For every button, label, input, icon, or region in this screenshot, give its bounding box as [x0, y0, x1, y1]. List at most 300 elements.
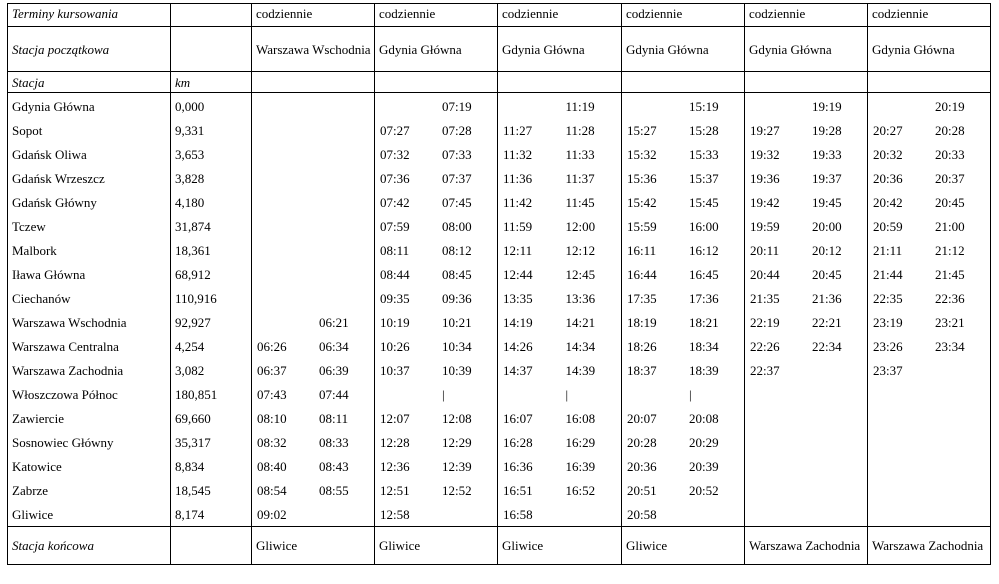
train-times-cell	[745, 286, 868, 310]
train-times-cell	[498, 334, 622, 358]
station-row	[8, 478, 991, 502]
arrival-departure-pair	[252, 142, 374, 166]
arrival-departure-pair	[868, 142, 990, 166]
departure-time: 16:12	[689, 242, 719, 258]
arrival-time: 11:42	[503, 194, 533, 210]
departure-time: 20:39	[689, 458, 719, 474]
train-times-cell	[375, 454, 498, 478]
train-times-cell	[745, 334, 868, 358]
departure-time: 16:45	[689, 266, 719, 282]
train-times-cell	[745, 214, 868, 238]
train-times-cell	[745, 454, 868, 478]
arrival-departure-pair	[498, 262, 621, 286]
departure-time: 08:11	[319, 410, 349, 426]
train-end-station: Gliwice	[252, 527, 375, 565]
header-row-start	[8, 27, 991, 72]
train-times-cell	[252, 478, 375, 502]
arrival-departure-pair	[252, 118, 374, 142]
km-header-empty	[171, 4, 252, 27]
station-row	[8, 166, 991, 190]
train-times-cell	[252, 142, 375, 166]
km-start-empty	[171, 27, 252, 72]
arrival-time: 17:35	[627, 290, 657, 306]
arrival-departure-pair	[622, 94, 744, 118]
empty-header-cell	[498, 72, 622, 93]
train-times-cell	[252, 190, 375, 214]
departure-time: 06:39	[319, 362, 349, 378]
departure-time: 16:08	[565, 410, 596, 426]
station-km: 68,912	[171, 262, 252, 286]
arrival-time: 16:07	[503, 410, 533, 426]
station-row	[8, 262, 991, 286]
departure-time: 22:21	[812, 314, 842, 330]
arrival-departure-pair	[498, 406, 621, 430]
train-times-cell	[498, 454, 622, 478]
arrival-time: 15:42	[627, 194, 657, 210]
station-row	[8, 142, 991, 166]
arrival-departure-pair	[498, 190, 621, 214]
station-name: Gliwice	[8, 502, 171, 527]
train-times-cell	[498, 262, 622, 286]
departure-time: 20:00	[812, 218, 842, 234]
station-row	[8, 334, 991, 358]
station-row	[8, 430, 991, 454]
train-times-cell	[498, 166, 622, 190]
arrival-departure-pair	[622, 262, 744, 286]
arrival-time: 08:44	[380, 266, 410, 282]
train-end-station: Gliwice	[498, 527, 622, 565]
train-times-cell	[375, 238, 498, 262]
train-start-station: Gdynia Główna	[375, 27, 498, 72]
station-name: Gdańsk Wrzeszcz	[8, 166, 171, 190]
arrival-departure-pair	[375, 430, 497, 454]
train-times-cell	[868, 502, 991, 527]
arrival-time: 20:51	[627, 482, 657, 498]
station-name: Gdańsk Główny	[8, 190, 171, 214]
train-times-cell	[375, 310, 498, 334]
arrival-departure-pair	[252, 286, 374, 310]
train-times-cell	[252, 310, 375, 334]
arrival-time: 22:19	[750, 314, 780, 330]
train-times-cell	[622, 166, 745, 190]
departure-time: 18:21	[689, 314, 719, 330]
empty-header-cell	[252, 72, 375, 93]
arrival-departure-pair	[745, 478, 867, 502]
train-times-cell	[622, 238, 745, 262]
station-km: 180,851	[171, 382, 252, 406]
station-row	[8, 214, 991, 238]
arrival-time: 19:36	[750, 170, 780, 186]
arrival-time: 16:58	[503, 506, 533, 522]
train-times-cell	[868, 454, 991, 478]
station-km: 31,874	[171, 214, 252, 238]
arrival-departure-pair	[252, 94, 374, 118]
train-times-cell	[375, 190, 498, 214]
arrival-departure-pair	[868, 454, 990, 478]
arrival-time: 23:37	[873, 362, 903, 378]
station-name: Warszawa Centralna	[8, 334, 171, 358]
station-name: Sosnowiec Główny	[8, 430, 171, 454]
arrival-departure-pair	[622, 166, 744, 190]
train-times-cell	[498, 430, 622, 454]
station-name: Warszawa Wschodnia	[8, 310, 171, 334]
arrival-departure-pair	[375, 358, 497, 382]
train-times-cell	[498, 358, 622, 382]
arrival-time: 12:07	[380, 410, 410, 426]
train-times-cell	[375, 142, 498, 166]
departure-time: 20:52	[689, 482, 719, 498]
train-times-cell	[622, 310, 745, 334]
departure-time: 07:28	[442, 122, 472, 138]
arrival-time: 14:26	[503, 338, 533, 354]
station-name: Iława Główna	[8, 262, 171, 286]
arrival-departure-pair	[745, 94, 867, 118]
train-days: codziennie	[868, 4, 991, 27]
arrival-departure-pair	[498, 142, 621, 166]
train-times-cell	[375, 286, 498, 310]
pass-through-marker: |	[442, 386, 445, 402]
arrival-time: 07:36	[380, 170, 410, 186]
station-name: Ciechanów	[8, 286, 171, 310]
arrival-time: 08:40	[257, 458, 287, 474]
arrival-time: 10:37	[380, 362, 410, 378]
station-km: 3,653	[171, 142, 252, 166]
arrival-departure-pair	[498, 94, 621, 118]
station-column-label: Stacja	[8, 72, 171, 93]
arrival-departure-pair	[745, 334, 867, 358]
arrival-departure-pair	[252, 358, 374, 382]
arrival-departure-pair	[622, 286, 744, 310]
departure-time: 15:37	[689, 170, 719, 186]
terms-label: Terminy kursowania	[8, 4, 171, 27]
arrival-departure-pair	[252, 454, 374, 478]
train-times-cell	[868, 118, 991, 142]
departure-time: 21:36	[812, 290, 842, 306]
arrival-time: 07:59	[380, 218, 410, 234]
header-row-terms	[8, 4, 991, 27]
arrival-departure-pair	[868, 238, 990, 262]
arrival-departure-pair	[498, 478, 621, 502]
arrival-departure-pair	[375, 166, 497, 190]
arrival-departure-pair	[745, 118, 867, 142]
train-times-cell	[745, 406, 868, 430]
train-times-cell	[622, 93, 745, 119]
station-name: Tczew	[8, 214, 171, 238]
train-times-cell	[622, 286, 745, 310]
station-row	[8, 358, 991, 382]
train-times-cell	[622, 262, 745, 286]
arrival-departure-pair	[375, 214, 497, 238]
arrival-departure-pair	[375, 262, 497, 286]
arrival-departure-pair	[498, 310, 621, 334]
arrival-departure-pair	[622, 454, 744, 478]
station-row	[8, 310, 991, 334]
arrival-departure-pair	[375, 286, 497, 310]
arrival-time: 08:32	[257, 434, 287, 450]
train-times-cell	[498, 118, 622, 142]
arrival-time: 16:51	[503, 482, 533, 498]
train-times-cell	[498, 310, 622, 334]
train-times-cell	[375, 406, 498, 430]
train-times-cell	[745, 118, 868, 142]
train-start-station: Gdynia Główna	[868, 27, 991, 72]
arrival-departure-pair	[745, 502, 867, 526]
arrival-time: 18:26	[627, 338, 657, 354]
arrival-departure-pair	[498, 454, 621, 478]
train-times-cell	[252, 430, 375, 454]
train-days: codziennie	[252, 4, 375, 27]
arrival-departure-pair	[375, 94, 497, 118]
arrival-departure-pair	[745, 382, 867, 406]
arrival-departure-pair	[498, 358, 621, 382]
arrival-time: 09:35	[380, 290, 410, 306]
arrival-time: 16:28	[503, 434, 533, 450]
arrival-departure-pair	[375, 310, 497, 334]
end-station-label: Stacja końcowa	[8, 527, 171, 565]
departure-time: 10:34	[442, 338, 472, 354]
arrival-departure-pair	[622, 310, 744, 334]
pass-through-marker: |	[565, 386, 569, 402]
train-start-station: Gdynia Główna	[745, 27, 868, 72]
arrival-departure-pair	[745, 454, 867, 478]
train-times-cell	[498, 478, 622, 502]
arrival-time: 19:59	[750, 218, 780, 234]
arrival-time: 12:28	[380, 434, 410, 450]
departure-time: 07:44	[319, 386, 349, 402]
arrival-departure-pair	[622, 430, 744, 454]
departure-time: 16:39	[565, 458, 596, 474]
departure-time: 20:45	[935, 194, 965, 210]
train-times-cell	[622, 358, 745, 382]
train-times-cell	[375, 118, 498, 142]
train-days: codziennie	[498, 4, 622, 27]
arrival-departure-pair	[622, 118, 744, 142]
arrival-time: 23:26	[873, 338, 903, 354]
arrival-departure-pair	[868, 334, 990, 358]
station-km: 35,317	[171, 430, 252, 454]
departure-time: 16:52	[565, 482, 596, 498]
train-end-station: Gliwice	[622, 527, 745, 565]
arrival-departure-pair	[868, 358, 990, 382]
arrival-departure-pair	[498, 334, 621, 358]
departure-time: 10:21	[442, 314, 472, 330]
train-times-cell	[622, 430, 745, 454]
arrival-departure-pair	[375, 118, 497, 142]
train-times-cell	[745, 430, 868, 454]
departure-time: 11:37	[565, 170, 595, 186]
arrival-time: 18:19	[627, 314, 657, 330]
train-times-cell	[745, 358, 868, 382]
arrival-time: 20:11	[750, 242, 780, 258]
arrival-departure-pair	[252, 238, 374, 262]
arrival-departure-pair	[745, 262, 867, 286]
departure-time: 11:45	[565, 194, 595, 210]
departure-time: 14:21	[565, 314, 596, 330]
departure-time: 12:08	[442, 410, 472, 426]
departure-time: 11:28	[565, 122, 595, 138]
departure-time: 12:39	[442, 458, 472, 474]
arrival-time: 22:35	[873, 290, 903, 306]
train-times-cell	[868, 358, 991, 382]
train-times-cell	[252, 286, 375, 310]
station-km: 3,828	[171, 166, 252, 190]
arrival-departure-pair	[375, 454, 497, 478]
arrival-time: 20:28	[627, 434, 657, 450]
departure-time: 14:34	[565, 338, 596, 354]
train-times-cell	[375, 214, 498, 238]
station-name: Katowice	[8, 454, 171, 478]
arrival-departure-pair	[745, 166, 867, 190]
arrival-time: 23:19	[873, 314, 903, 330]
arrival-departure-pair	[868, 478, 990, 502]
departure-time: 08:43	[319, 458, 349, 474]
station-km: 3,082	[171, 358, 252, 382]
arrival-departure-pair	[868, 502, 990, 526]
station-name: Zawiercie	[8, 406, 171, 430]
train-times-cell	[745, 166, 868, 190]
train-times-cell	[252, 358, 375, 382]
arrival-time: 12:51	[380, 482, 410, 498]
departure-time: 20:45	[812, 266, 842, 282]
station-row	[8, 190, 991, 214]
arrival-time: 12:58	[380, 506, 410, 522]
station-row	[8, 93, 991, 119]
departure-time: 18:34	[689, 338, 719, 354]
km-end-empty	[171, 527, 252, 565]
departure-time: 22:34	[812, 338, 842, 354]
arrival-departure-pair	[498, 382, 621, 406]
arrival-departure-pair	[252, 382, 374, 406]
station-km: 8,834	[171, 454, 252, 478]
departure-time: 07:19	[442, 98, 472, 114]
arrival-departure-pair	[868, 166, 990, 190]
timetable-body	[8, 4, 991, 565]
train-times-cell	[498, 286, 622, 310]
departure-time: 19:19	[812, 98, 842, 114]
arrival-time: 07:42	[380, 194, 410, 210]
departure-time: 20:19	[935, 98, 965, 114]
arrival-departure-pair	[375, 142, 497, 166]
departure-time: 13:36	[565, 290, 596, 306]
arrival-departure-pair	[745, 142, 867, 166]
departure-time: 17:36	[689, 290, 719, 306]
train-times-cell	[868, 142, 991, 166]
departure-time: 23:34	[935, 338, 965, 354]
arrival-departure-pair	[498, 214, 621, 238]
departure-time: 19:28	[812, 122, 842, 138]
arrival-departure-pair	[375, 190, 497, 214]
train-times-cell	[252, 166, 375, 190]
train-end-station: Gliwice	[375, 527, 498, 565]
arrival-departure-pair	[745, 406, 867, 430]
departure-time: 14:39	[565, 362, 596, 378]
arrival-time: 08:10	[257, 410, 287, 426]
departure-time: 06:34	[319, 338, 349, 354]
arrival-time: 14:37	[503, 362, 533, 378]
station-name: Gdańsk Oliwa	[8, 142, 171, 166]
train-times-cell	[622, 502, 745, 527]
station-name: Sopot	[8, 118, 171, 142]
train-times-cell	[745, 310, 868, 334]
arrival-departure-pair	[498, 166, 621, 190]
station-km: 4,180	[171, 190, 252, 214]
departure-time: 08:33	[319, 434, 349, 450]
arrival-time: 13:35	[503, 290, 533, 306]
train-times-cell	[868, 478, 991, 502]
train-times-cell	[622, 478, 745, 502]
train-times-cell	[252, 118, 375, 142]
train-days: codziennie	[375, 4, 498, 27]
arrival-time: 11:59	[503, 218, 533, 234]
arrival-departure-pair	[252, 214, 374, 238]
station-km: 0,000	[171, 93, 252, 119]
departure-time: 15:19	[689, 98, 719, 114]
departure-time: 15:45	[689, 194, 719, 210]
arrival-time: 06:26	[257, 338, 287, 354]
arrival-departure-pair	[868, 190, 990, 214]
station-km: 69,660	[171, 406, 252, 430]
train-times-cell	[252, 262, 375, 286]
departure-time: 19:45	[812, 194, 842, 210]
train-times-cell	[375, 262, 498, 286]
train-times-cell	[375, 93, 498, 119]
train-times-cell	[745, 262, 868, 286]
arrival-time: 09:02	[257, 506, 287, 522]
station-row	[8, 286, 991, 310]
departure-time: 08:45	[442, 266, 472, 282]
arrival-departure-pair	[868, 406, 990, 430]
departure-time: 20:33	[935, 146, 965, 162]
arrival-time: 11:27	[503, 122, 533, 138]
empty-header-cell	[868, 72, 991, 93]
departure-time: 20:28	[935, 122, 965, 138]
train-times-cell	[375, 382, 498, 406]
station-km: 8,174	[171, 502, 252, 527]
train-times-cell	[622, 214, 745, 238]
arrival-departure-pair	[252, 430, 374, 454]
train-times-cell	[252, 502, 375, 527]
arrival-time: 20:07	[627, 410, 657, 426]
train-times-cell	[498, 238, 622, 262]
arrival-departure-pair	[252, 334, 374, 358]
train-times-cell	[745, 238, 868, 262]
arrival-time: 08:54	[257, 482, 287, 498]
arrival-time: 22:37	[750, 362, 780, 378]
train-start-station: Warszawa Wschodnia	[252, 27, 375, 72]
arrival-departure-pair	[745, 214, 867, 238]
station-km: 4,254	[171, 334, 252, 358]
km-column-label: km	[171, 72, 252, 93]
departure-time: 06:21	[319, 314, 349, 330]
header-row-station	[8, 72, 991, 93]
arrival-time: 15:59	[627, 218, 657, 234]
train-end-station: Warszawa Zachodnia	[868, 527, 991, 565]
train-times-cell	[252, 454, 375, 478]
departure-time: 08:00	[442, 218, 472, 234]
arrival-departure-pair	[375, 406, 497, 430]
train-times-cell	[745, 93, 868, 119]
departure-time: 20:08	[689, 410, 719, 426]
arrival-time: 20:27	[873, 122, 903, 138]
arrival-time: 20:59	[873, 218, 903, 234]
arrival-time: 20:36	[627, 458, 657, 474]
empty-header-cell	[375, 72, 498, 93]
train-times-cell	[868, 310, 991, 334]
arrival-departure-pair	[375, 502, 497, 526]
arrival-time: 21:44	[873, 266, 903, 282]
arrival-time: 19:27	[750, 122, 780, 138]
arrival-departure-pair	[622, 190, 744, 214]
